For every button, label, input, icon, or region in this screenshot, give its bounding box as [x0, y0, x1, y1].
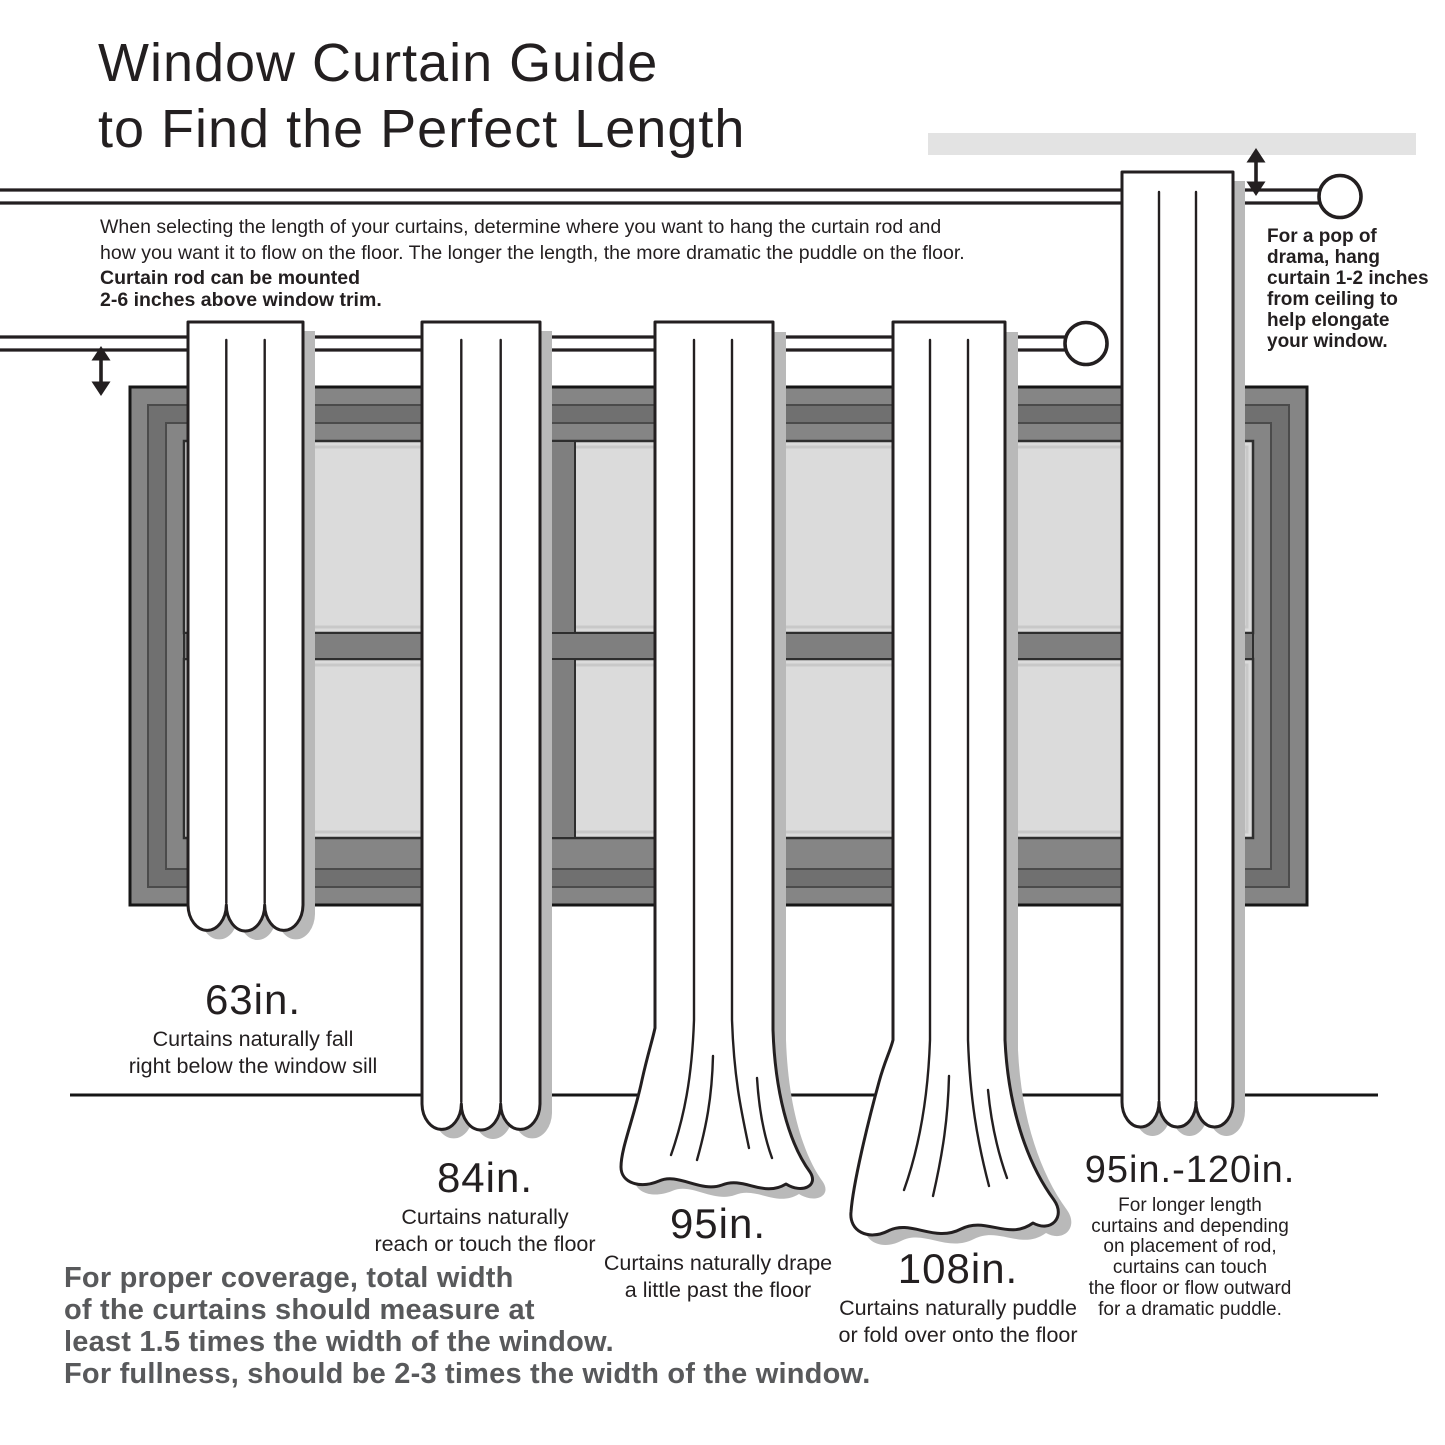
ceiling-note-line: your window. [1267, 331, 1388, 352]
ceiling-note-line: For a pop of [1267, 226, 1377, 247]
ceiling-note-line: from ceiling to [1267, 289, 1398, 310]
curtain-panel [422, 322, 540, 1130]
curtain-63in [188, 322, 315, 940]
rod-note-line-1: Curtain rod can be mounted [100, 267, 361, 289]
curtain-desc-line: right below the window sill [128, 1054, 378, 1079]
ceiling-note-line: drama, hang [1267, 247, 1380, 268]
curtain-desc-line: the floor or flow outward [1088, 1278, 1292, 1300]
curtain-desc-line: on placement of rod, [1103, 1236, 1277, 1258]
curtain-panel [188, 322, 303, 931]
page-title [98, 30, 745, 162]
coverage-note-line: of the curtains should measure at [64, 1294, 535, 1326]
ceiling-note-line: help elongate [1267, 310, 1390, 331]
curtain-desc-line: Curtains naturally puddle [839, 1296, 1077, 1321]
curtain-length-value: 95in.-120in. [1084, 1149, 1296, 1191]
curtain-panel [1122, 172, 1233, 1127]
title-line-1: Window Curtain Guide [98, 33, 659, 93]
curtain-length-value: 84in. [436, 1154, 534, 1201]
label-95-120in [1035, 1151, 1345, 1321]
curtain-desc-line: curtains and depending [1091, 1215, 1289, 1237]
rod-finial-icon [1065, 323, 1107, 365]
curtain-length-value: 108in. [897, 1245, 1019, 1292]
curtain-84in [422, 322, 552, 1139]
intro-line-2: how you want it to flow on the floor. The longer the length, the more dramatic the puddle on the floor. [100, 242, 965, 264]
rod-mounting-note [100, 267, 382, 311]
rod-finial-icon [1319, 176, 1361, 218]
coverage-note-line: For proper coverage, total width [64, 1262, 514, 1294]
trim-gap-arrow-icon [92, 346, 111, 396]
curtain-desc-line: For longer length [1118, 1194, 1262, 1216]
ceiling-hang-note [1267, 226, 1429, 352]
curtain-desc-line: Curtains naturally drape [603, 1251, 833, 1276]
curtain-desc-line: curtains can touch [1112, 1257, 1268, 1279]
curtain-desc-line: or fold over onto the floor [838, 1323, 1078, 1348]
title-line-2: to Find the Perfect Length [98, 99, 746, 159]
rod-note-line-2: 2-6 inches above window trim. [100, 289, 382, 311]
coverage-note-line: least 1.5 times the width of the window. [64, 1326, 614, 1358]
coverage-note-line: For fullness, should be 2-3 times the width of the window. [64, 1358, 871, 1390]
label-63in [98, 978, 408, 1080]
coverage-note [64, 1262, 870, 1390]
curtain-desc-line: Curtains naturally fall [152, 1027, 354, 1052]
curtain-desc-line: for a dramatic puddle. [1098, 1298, 1282, 1320]
curtain-desc-line: Curtains naturally [401, 1205, 569, 1230]
curtain-length-value: 95in. [669, 1200, 767, 1247]
ceiling-bar [928, 133, 1416, 155]
curtain-95-120in [1122, 172, 1245, 1136]
ceiling-note-line: curtain 1-2 inches [1267, 268, 1429, 289]
curtain-desc-line: a little past the floor [624, 1278, 812, 1303]
intro-paragraph [100, 214, 965, 266]
curtain-length-value: 63in. [204, 976, 302, 1023]
curtain-desc-line: reach or touch the floor [374, 1232, 596, 1257]
intro-line-1: When selecting the length of your curtains, determine where you want to hang the curtain rod and [100, 216, 942, 238]
